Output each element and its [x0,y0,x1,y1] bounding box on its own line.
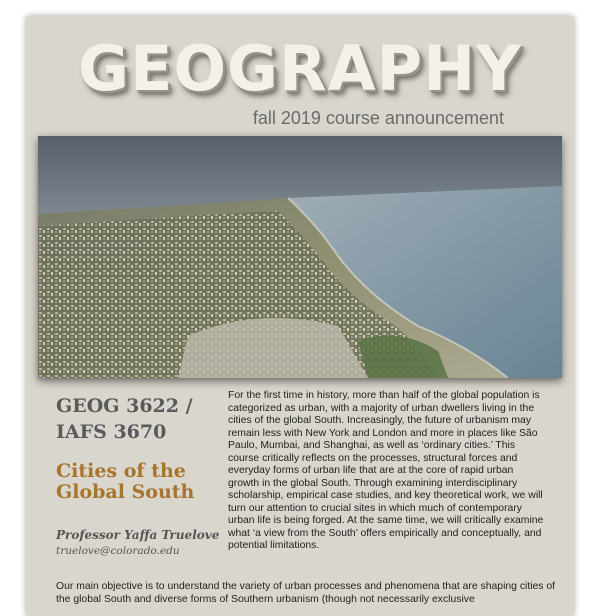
course-code [56,393,193,445]
course-description: For the first time in history, more than half of the global population is categorized as urban, with a majority of urban dwellers living in the cities of the global South. Increasingly, the future of urbanism may remain less with New York and London and more in places like São Paulo, Mumbai, and Shanghai, as well as ‘ordinary cities.’ This course critically reflects on the processes, structural forces and everyday forms of urban life that are at the core of rapid urban growth in the global South. Through examining interdisciplinary scholarship, empirical case studies, and key theoretical work, we will turn our attention to crucial sites in which much of contemporary urban life is being forged. At the same time, we will critically examine what ‘a view from the South’ offers empirically and conceptually, and potential limitations. [228,390,544,551]
course-title-line-1: Cities of the [56,460,186,482]
professor-name: Professor Yaffa Truelove [56,528,220,542]
course-objective: Our main objective is to understand the variety of urban processes and phenomena that are shaping cities of the global South and diverse forms of Southern urbanism (though not necessarily exclusive [56,581,556,605]
course-title [56,461,194,503]
announcement-subtitle: fall 2019 course announcement [252,108,504,128]
course-poster [26,16,574,616]
city-aerial-photo [38,136,562,378]
photo-haze [38,136,562,378]
course-title-line-2: Global South [56,481,195,503]
professor-email[interactable]: truelove@colorado.edu [56,545,180,557]
course-code-geog: GEOG 3622 / [56,395,193,417]
course-code-iafs: IAFS 3670 [56,421,167,443]
page-title: GEOGRAPHY [78,32,522,105]
